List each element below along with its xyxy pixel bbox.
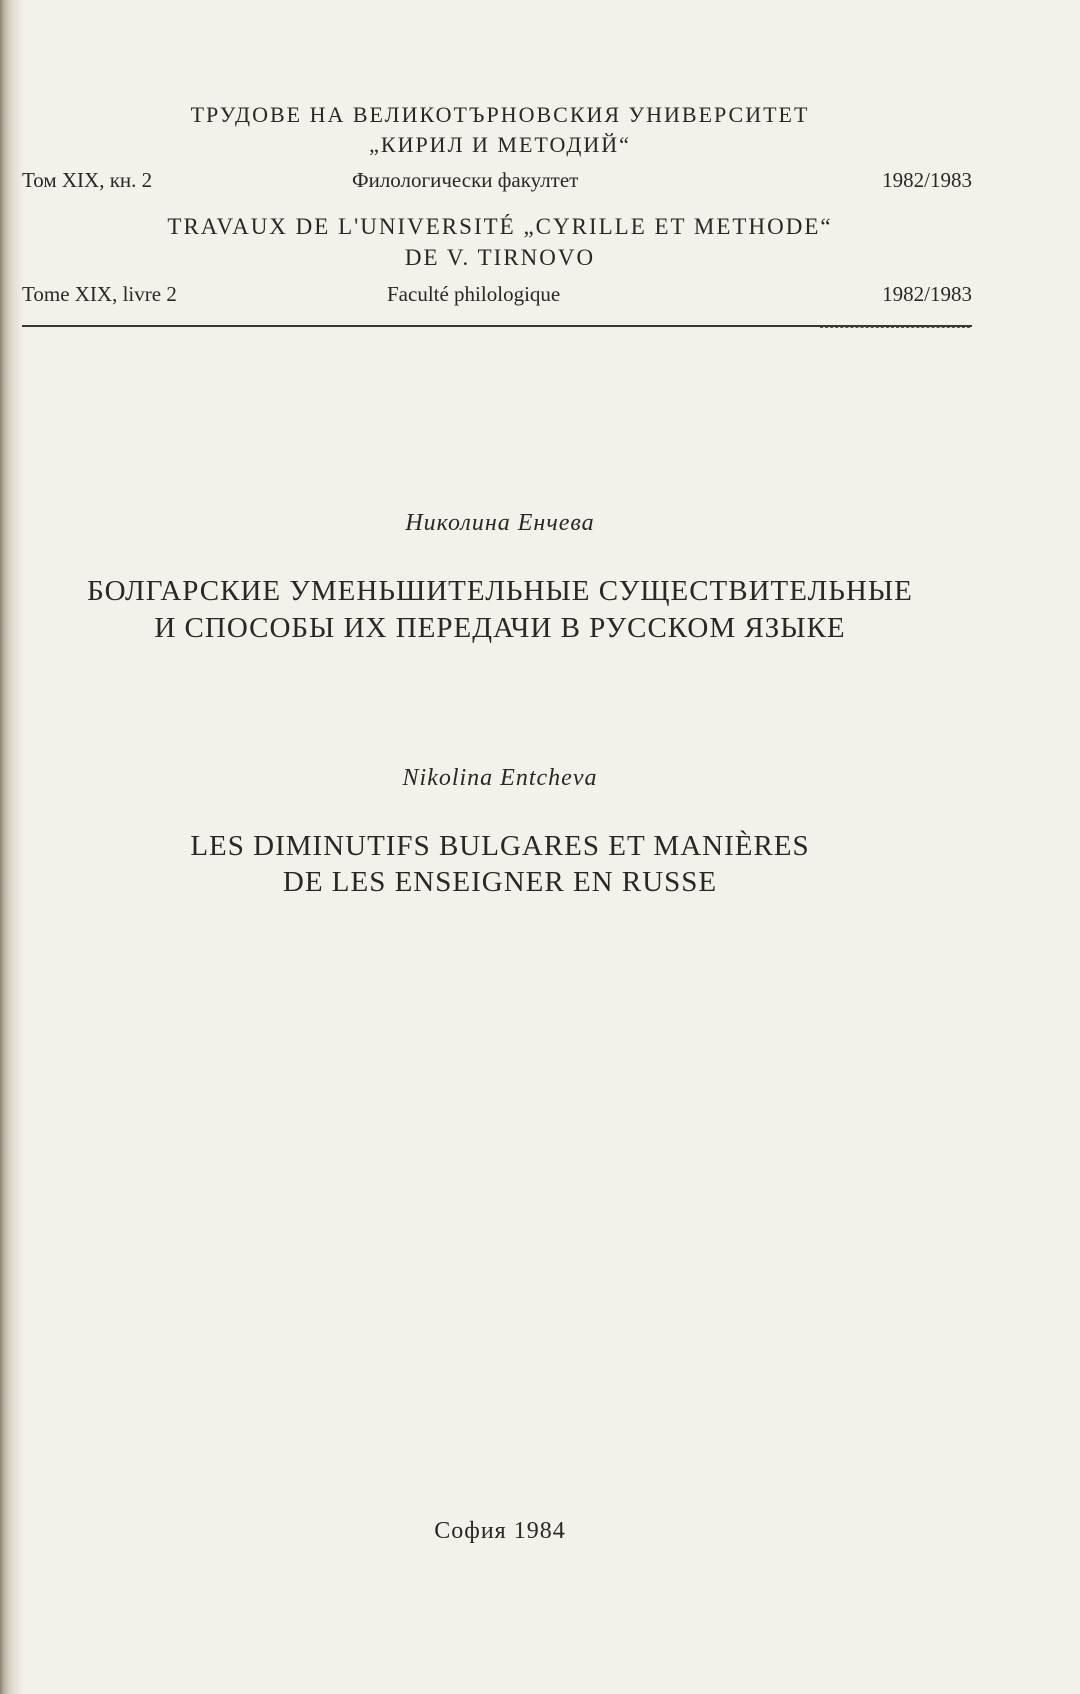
- author-ru: Николина Енчева: [405, 510, 595, 536]
- article-title-fr-line2: DE LES ENSEIGNER EN RUSSE: [282, 866, 718, 898]
- ru-series-title-line2: „КИРИЛ И МЕТОДИЙ“: [369, 132, 631, 157]
- fr-years: 1982/1983: [882, 282, 972, 306]
- article-title-ru-line1: БОЛГАРСКИЕ УМЕНЬШИТЕЛЬНЫЕ СУЩЕСТВИТЕЛЬНЫЕ: [87, 575, 913, 607]
- ru-years: 1982/1983: [882, 168, 972, 192]
- ru-faculty: Филологически факултет: [352, 168, 579, 192]
- fr-volume: Tome XIX, livre 2: [22, 282, 177, 306]
- article-title-ru-line2: И СПОСОБЫ ИХ ПЕРЕДАЧИ В РУССКОМ ЯЗЫКЕ: [154, 612, 846, 644]
- fr-meta-row: [22, 282, 972, 312]
- ru-volume: Том XIX, кн. 2: [22, 168, 153, 192]
- ru-series-title-line1: ТРУДОВЕ НА ВЕЛИКОТЪРНОВСКИЯ УНИВЕРСИТЕТ: [190, 102, 810, 127]
- fr-series-title-line2: DE V. TIRNOVO: [404, 245, 596, 270]
- ru-meta-row: [22, 168, 972, 198]
- fr-faculty: Faculté philologique: [387, 282, 561, 306]
- fr-series-title-line1: TRAVAUX DE L'UNIVERSITÉ „CYRILLE ET METHODE“: [167, 214, 833, 239]
- place-and-year: София 1984: [434, 1518, 566, 1544]
- header-rule-tail: [820, 327, 970, 328]
- article-title-fr-line1: LES DIMINUTIFS BULGARES ET MANIÈRES: [190, 830, 810, 862]
- author-fr: Nikolina Entcheva: [402, 765, 598, 791]
